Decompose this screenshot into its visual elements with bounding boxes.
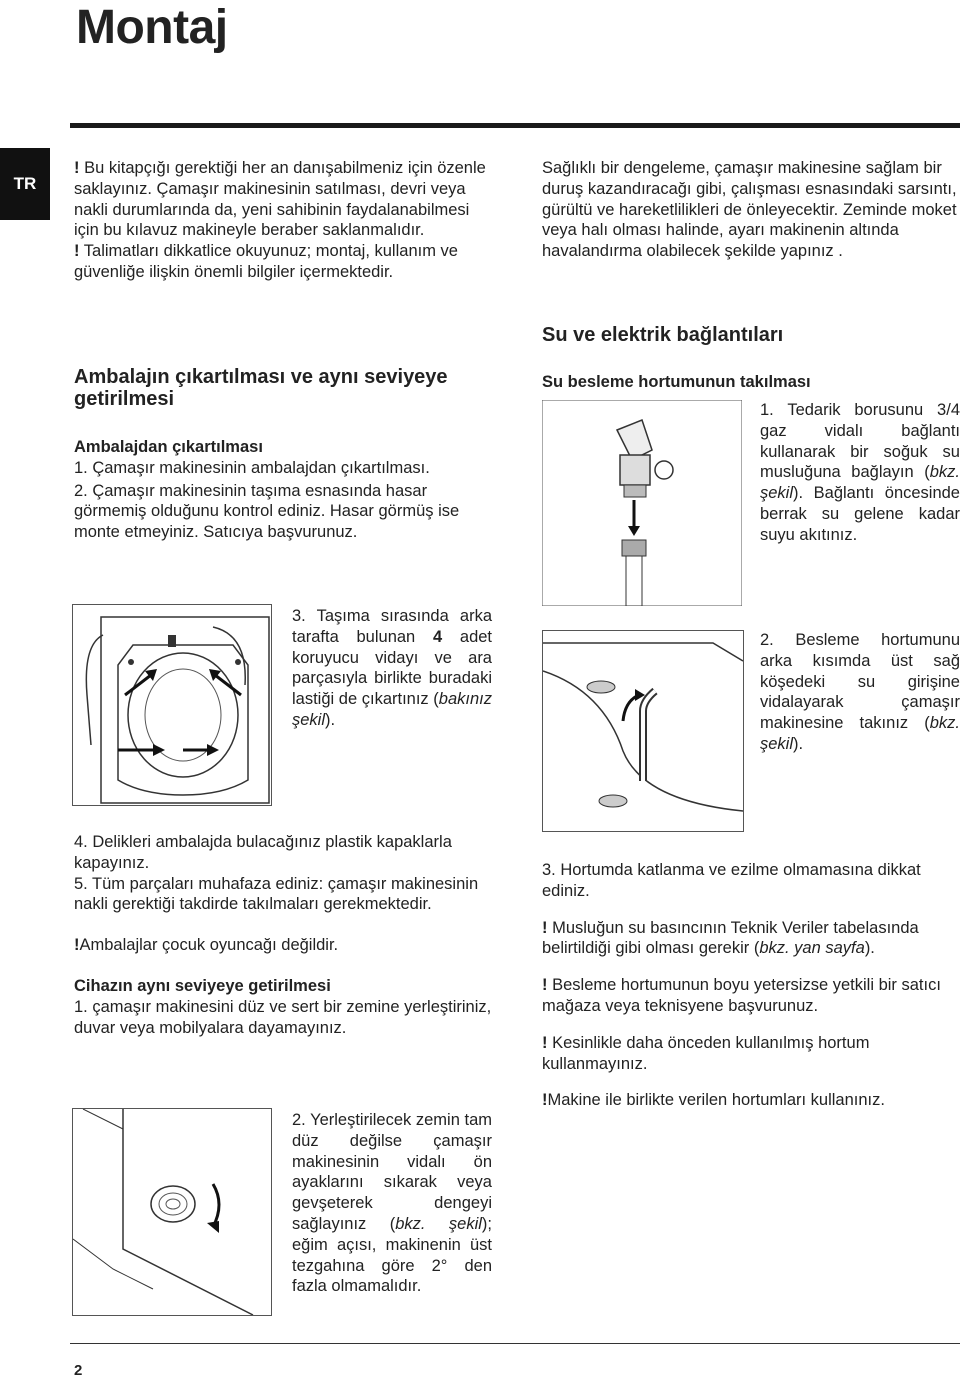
hose-step-1: 1. Tedarik borusunu 3/4 gaz vidalı bağlantı kullanarak bir soğuk su musluğuna bağlayın (bkz. şekil). Bağlantı öncesinde berrak su gelene kadar suyu akıtınız. xyxy=(760,401,960,544)
subheading-unpack: Ambalajdan çıkartılması xyxy=(74,438,263,456)
unpack-block xyxy=(74,437,492,543)
tap-figure xyxy=(542,400,742,606)
warning-mark: ! xyxy=(542,976,548,995)
rear-screws-figure xyxy=(72,604,272,806)
page-number: 2 xyxy=(74,1362,83,1379)
step-2: 2. Çamaşır makinesinin taşıma esnasında hasar görmemiş olduğunu kontrol ediniz. Hasar görmüş ise monte etmeyiniz. Satıcıya başvurunuz. xyxy=(74,481,460,542)
step-5: 5. Tüm parçaları muhafaza ediniz: çamaşır makinesinin nakli gerektiği takdirde takılmaları gerekmektedir. xyxy=(74,874,479,914)
intro-paragraph-2: ! Talimatları dikkatlice okuyunuz; montaj, kullanım ve güvenliğe ilişkin önemli bilgiler içermektedir. xyxy=(74,242,458,281)
note-length: ! Besleme hortumunun boyu yetersizse yetkili bir satıcı mağaza veya teknisyene başvurunuz. xyxy=(542,976,941,1015)
hose-step-2: 2. Besleme hortumunu arka kısımda üst sağ köşedeki su girişine vidalayarak çamaşır makinesine takınız (bkz. şekil). xyxy=(760,631,960,753)
step-3: 3. Taşıma sırasında arka tarafta bulunan 4 adet koruyucu vidayı ve ara parçasıyla birlikte buradaki lastiği de çıkartınız (bakınız şekil). xyxy=(292,607,493,729)
section-title-unpacking: Ambalajın çıkartılması ve aynı seviyeye getirilmesi xyxy=(74,366,448,410)
language-tab: TR xyxy=(0,148,50,220)
note-supplied-hose: !Makine ile birlikte verilen hortumları kullanınız. xyxy=(542,1091,885,1110)
note-used-hose: ! Kesinlikle daha önceden kullanılmış hortum kullanmayınız. xyxy=(542,1033,870,1073)
step-1: 1. Çamaşır makinesinin ambalajdan çıkartılması. xyxy=(74,458,430,477)
section-title-connections: Su ve elektrik bağlantıları xyxy=(542,324,784,346)
foot-adjust-figure xyxy=(72,1108,272,1316)
toy-warning: !Ambalajlar çocuk oyuncağı değildir. xyxy=(74,936,339,955)
warning-mark: ! xyxy=(542,918,548,937)
level-step-2: 2. Yerleştirilecek zemin tam düz değilse çamaşır makinesinin vidalı ön ayaklarını sıkarak veya gevşeterek dengeyi sağlayınız (bkz. şekil); eğim açısı, makinenin üst tezgahına göre 2° den fazla olmamalıdır. xyxy=(292,1111,493,1296)
warning-mark: ! xyxy=(74,936,80,955)
warning-mark: ! xyxy=(542,1091,548,1110)
subheading-level: Cihazın aynı seviyeye getirilmesi xyxy=(74,976,331,995)
balance-paragraph: Sağlıklı bir dengeleme, çamaşır makinesine sağlam bir duruş kazandıracağı gibi, çalışması esnasındaki sarsıntı, gürültü ve hareketlilikleri de önleyecektir. Zeminde moket veya halı olması halinde, ayarı makinenin altında havalandırma olabilecek şekilde yapınız . xyxy=(542,159,957,261)
steps-4-5-block xyxy=(74,832,492,1038)
footer-rule xyxy=(70,1343,960,1344)
warning-mark: ! xyxy=(74,242,80,261)
intro-paragraph-1: ! Bu kitapçığı gerektiği her an danışabilmeniz için özenle saklayınız. Çamaşır makinesinin satılması, devri veya nakli durumlarında da, yeni sahibinin faydalanabilmesi için bu kılavuz makineyle beraber saklanmalıdır. xyxy=(74,159,486,240)
page-title: Montaj xyxy=(76,1,228,54)
inlet-figure xyxy=(542,630,744,832)
hose-step-3: 3. Hortumda katlanma ve ezilme olmamasına dikkat ediniz. xyxy=(542,861,921,900)
warning-mark: ! xyxy=(542,1033,548,1052)
subheading-hose: Su besleme hortumunun takılması xyxy=(542,373,811,391)
title-rule xyxy=(70,123,960,128)
hose-notes-block xyxy=(542,860,960,1111)
warning-mark: ! xyxy=(74,159,80,177)
step-4: 4. Delikleri ambalajda bulacağınız plastik kapaklarla kapayınız. xyxy=(74,833,452,872)
intro-block xyxy=(74,158,492,283)
level-step-1: 1. çamaşır makinesini düz ve sert bir zemine yerleştiriniz, duvar veya mobilyalara dayamayınız. xyxy=(74,997,492,1037)
note-pressure: ! Musluğun su basıncının Teknik Veriler tabelasında belirtildiği gibi olması gerekir (bkz. yan sayfa). xyxy=(542,918,919,958)
